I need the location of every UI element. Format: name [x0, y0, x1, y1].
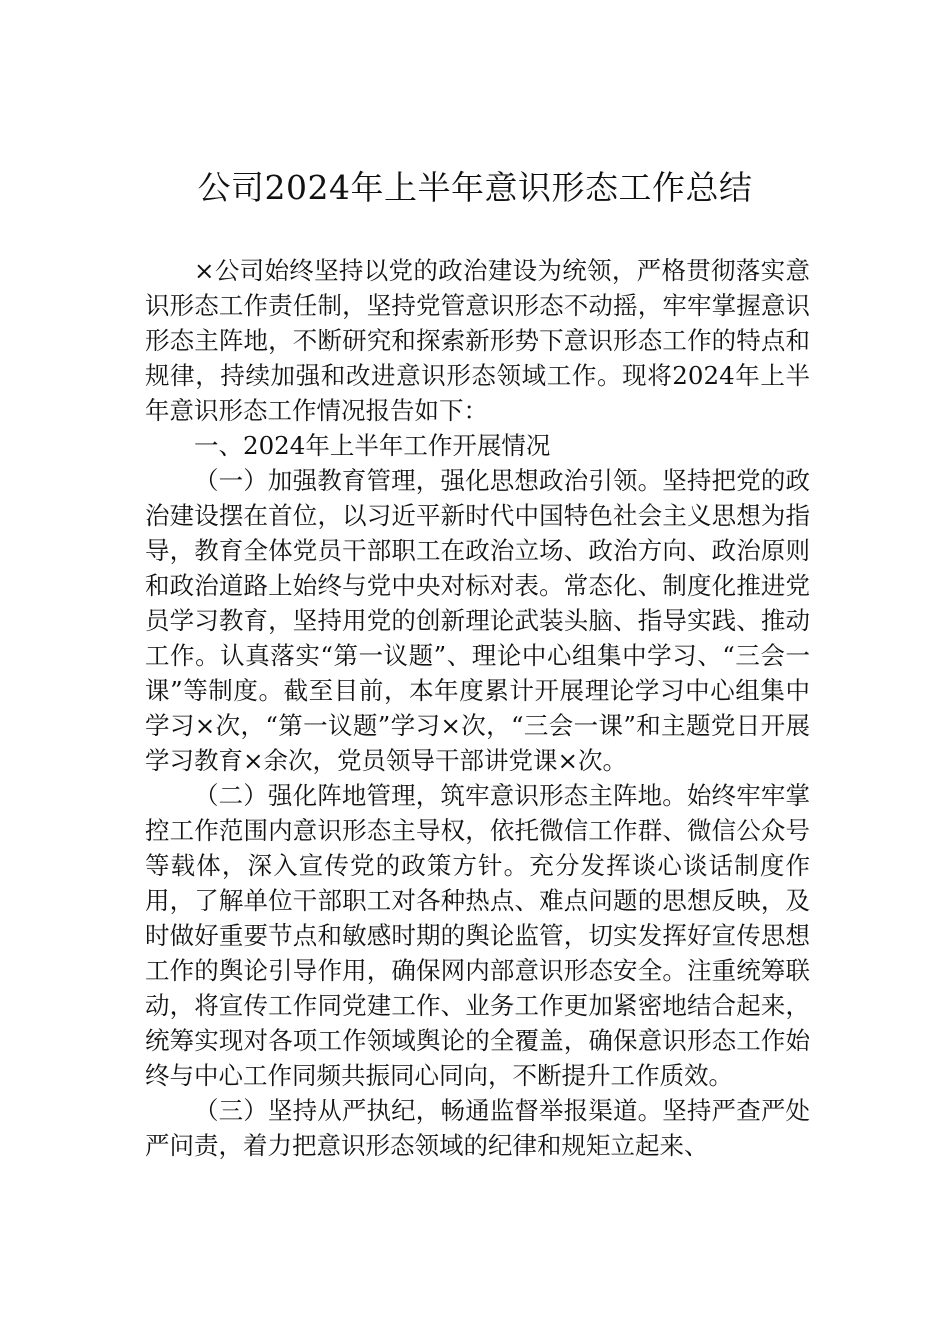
section-heading: 一、2024年上半年工作开展情况 [194, 431, 551, 460]
document-title: 公司2024年上半年意识形态工作总结 [197, 168, 753, 207]
paragraph-education-management: （一）加强教育管理，强化思想政治引领。坚持把党的政治建设摆在首位，以习近平新时代中国特色社会主义思想为指导，教育全体党员干部职工在政治立场、政治方向、政治原则和政治道路上始终与党中央对标对表。常态化、制度化推进党员学习教育，坚持用党的创新理论武装头脑、指导实践、推动工作。认真落实“第一议题”、理论中心组集中学习、“三会一课”等制度。截至目前，本年度累计开展理论学习中心组集中学习×次，“第一议题”学习×次，“三会一课”和主题党日开展学习教育×余次，党员领导干部讲党课×次。 [145, 466, 810, 775]
paragraph-discipline: （三）坚持从严执纪，畅通监督举报渠道。坚持严查严处严问责，着力把意识形态领域的纪律和规矩立起来、 [145, 1096, 810, 1160]
document-body [145, 253, 810, 1163]
paragraph-position-management: （二）强化阵地管理，筑牢意识形态主阵地。始终牢牢掌控工作范围内意识形态主导权，依托微信工作群、微信公众号等载体，深入宣传党的政策方针。充分发挥谈心谈话制度作用，了解单位干部职工对各种热点、难点问题的思想反映，及时做好重要节点和敏感时期的舆论监管，切实发挥好宣传思想工作的舆论引导作用，确保网内部意识形态安全。注重统筹联动，将宣传工作同党建工作、业务工作更加紧密地结合起来，统筹实现对各项工作领域舆论的全覆盖，确保意识形态工作始终与中心工作同频共振同心同向，不断提升工作质效。 [145, 781, 810, 1090]
intro-paragraph: ×公司始终坚持以党的政治建设为统领，严格贯彻落实意识形态工作责任制，坚持党管意识形态不动摇，牢牢掌握意识形态主阵地，不断研究和探索新形势下意识形态工作的特点和规律，持续加强和改进意识形态领域工作。现将2024年上半年意识形态工作情况报告如下： [145, 256, 810, 425]
